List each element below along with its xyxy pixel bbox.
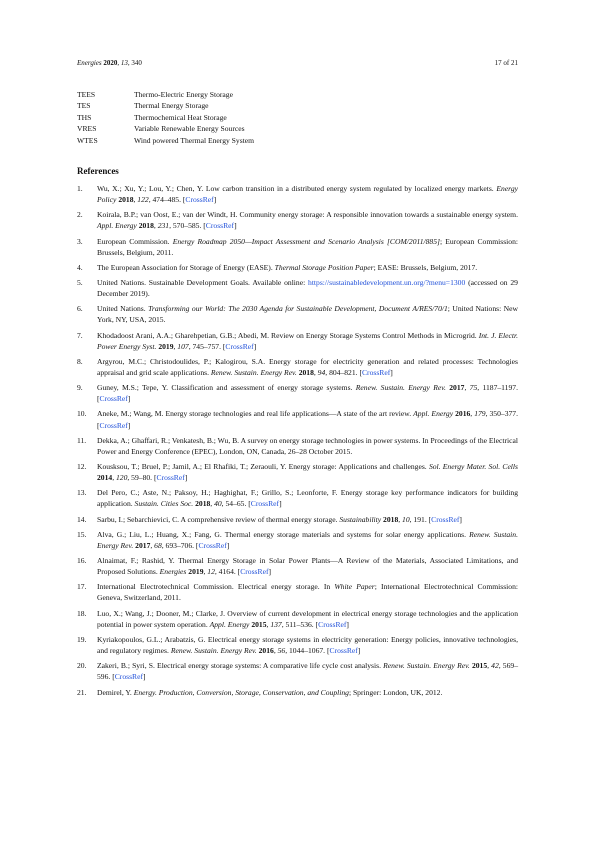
reference-item (77, 555, 518, 577)
reference-number: 17. (77, 582, 87, 592)
abbreviation-definition: Thermochemical Heat Storage (134, 112, 227, 122)
article-number: 340 (131, 59, 142, 67)
journal-name: Energies (77, 59, 102, 67)
reference-item (77, 408, 518, 430)
reference-year: 2015 (251, 619, 267, 629)
reference-item (77, 687, 518, 698)
reference-authors: Zakeri, B.; Syri, S. Electrical energy storage systems: A comparative life cycle cost analysis. (97, 661, 381, 671)
crossref-link[interactable]: CrossRef (114, 672, 143, 682)
reference-year: 2017 (449, 383, 465, 393)
reference-authors: Del Pero, C.; Aste, N.; Paksoy, H.; Haghighat, F.; Grillo, S.; Leonforte, F. Energy storage key performance indicators for building application. (97, 488, 518, 509)
reference-details: , 693–706. (161, 540, 195, 550)
reference-text: Sarbu, I.; Sebarchievici, C. A comprehensive review of thermal energy storage. Sustainability 2018, 10, 191. [CrossRef] (97, 514, 462, 524)
reference-details: , 4164. (214, 567, 236, 577)
reference-source: Energy Policy (97, 184, 518, 205)
reference-item (77, 382, 518, 404)
reference-details: (accessed on 29 December 2019). (97, 278, 518, 299)
reference-authors: Dekka, A.; Ghaffari, R.; Venkatesh, B.; Wu, B. A survey on energy storage technologies in power systems. In Proceedings of the Electrical Power and Energy Conference (EPEC), London, ON, Canada, 26–28 October 2015. (97, 435, 518, 456)
reference-year: 2019 (188, 567, 204, 577)
reference-year: 2018 (118, 195, 134, 205)
reference-year: 2016 (258, 646, 274, 656)
reference-text (97, 277, 518, 299)
reference-number: 14. (77, 514, 87, 524)
abbreviation-term: THS (77, 112, 92, 122)
reference-source: Transforming our World: The 2030 Agenda for Sustainable Development, Document A/RES/70/1 (148, 304, 448, 314)
reference-text (97, 435, 518, 457)
reference-url-link[interactable]: https://sustainabledevelopment.un.org/?menu=1300 (308, 278, 466, 288)
reference-authors: Kousksou, T.; Bruel, P.; Jamil, A.; El Rhafiki, T.; Zeraouli, Y. Energy storage: Applications and challenges. (97, 462, 427, 472)
reference-item (77, 487, 518, 509)
reference-source: Renew. Sustain. Energy Rev. (383, 661, 470, 671)
reference-text: Guney, M.S.; Tepe, Y. Classification and assessment of energy storage systems. Renew. Sustain. Energy Rev. 2017, 75, 1187–1197. [CrossRef] (97, 383, 518, 404)
reference-item (77, 634, 518, 656)
abbreviation-definition: Variable Renewable Energy Sources (134, 124, 245, 134)
reference-text: Zakeri, B.; Syri, S. Electrical energy storage systems: A comparative life cycle cost analysis. Renew. Sustain. Energy Rev. 2015, 42, 569–596. [CrossRef] (97, 661, 518, 682)
reference-number: 3. (77, 236, 83, 246)
reference-year: 2018 (138, 221, 154, 231)
reference-number: 10. (77, 409, 87, 419)
reference-text: Alva, G.; Liu, L.; Huang, X.; Fang, G. Thermal energy storage materials and systems for solar energy applications. Renew. Sustain. Energy Rev. 2017, 68, 693–706. [CrossRef] (97, 529, 518, 550)
reference-details: , 59–80. (127, 473, 153, 483)
reference-details: , 350–377. (485, 409, 518, 419)
reference-details: ; International Electrotechnical Commission: Geneva, Switzerland, 2011. (97, 582, 518, 603)
reference-volume: 68 (154, 540, 162, 550)
abbreviation-row (77, 135, 518, 146)
reference-source: Appl. Energy (97, 221, 137, 231)
reference-source: Energy Roadmap 2050—Impact Assessment and Scenario Analysis [COM/2011/885] (172, 236, 440, 246)
reference-text (97, 581, 518, 603)
abbreviation-term: VRES (77, 124, 97, 134)
reference-authors: Luo, X.; Wang, J.; Dooner, M.; Clarke, J. Overview of current development in electrical energy storage technologies and the application potential in power system operation. (97, 608, 518, 629)
reference-source: Renew. Sustain. Energy Rev. (170, 646, 257, 656)
reference-details: , 804–821. (325, 367, 358, 377)
reference-volume: 120 (115, 473, 128, 483)
reference-text: Wu, X.; Xu, Y.; Lou, Y.; Chen, Y. Low carbon transition in a distributed energy system regulated by localized energy markets. Energy Policy 2018, 122, 474–485. [CrossRef] (97, 184, 518, 205)
reference-item (77, 330, 518, 352)
reference-source: Renew. Sustain. Energy Rev. (355, 383, 446, 393)
reference-text: Luo, X.; Wang, J.; Dooner, M.; Clarke, J. Overview of current development in electrical energy storage technologies and the application potential in power system operation. Appl. Energy 2015, 137, 511–536. [CrossRef] (97, 608, 518, 629)
abbreviation-definition: Wind powered Thermal Energy System (134, 135, 255, 145)
reference-details: , 54–65. (221, 499, 247, 509)
crossref-link[interactable]: CrossRef (99, 420, 128, 430)
reference-item (77, 608, 518, 630)
abbreviation-row (77, 112, 518, 123)
reference-details: , 474–485. (148, 195, 181, 205)
crossref-link[interactable]: CrossRef (329, 646, 358, 656)
reference-item (77, 356, 518, 378)
reference-item (77, 262, 518, 273)
reference-text: Kyriakopoulos, G.L.; Arabatzis, G. Electrical energy storage systems in electricity generation: Energy policies, innovative technologies, and regulatory regimes. Renew. Sustain. Energy Rev. 2016, 56, 1044–1067. [CrossRef] (97, 634, 518, 656)
reference-authors: Alva, G.; Liu, L.; Huang, X.; Fang, G. Thermal energy storage materials and systems for solar energy applications. (97, 529, 467, 539)
reference-details: , 570–585. (169, 221, 202, 231)
reference-year: 2019 (158, 341, 174, 351)
reference-year: 2018 (298, 367, 314, 377)
reference-item (77, 435, 518, 457)
reference-volume: 137 (270, 619, 282, 629)
running-header (77, 58, 518, 68)
reference-text (97, 303, 518, 325)
reference-source: Renew. Sustain. Energy Rev. (210, 367, 297, 377)
reference-details: , 745–757. (188, 341, 221, 351)
reference-volume: 94 (317, 367, 326, 377)
reference-item (77, 236, 518, 258)
references-heading: References (77, 166, 119, 176)
reference-number: 5. (77, 278, 83, 288)
reference-item (77, 277, 518, 299)
reference-source: Sustainability (339, 514, 382, 524)
reference-text: Alnaimat, F.; Rashid, Y. Thermal Energy Storage in Solar Power Plants—A Review of the Materials, Associated Limitations, and Proposed Solutions. Energies 2019, 12, 4164. [CrossRef] (97, 556, 518, 577)
abbreviation-definition: Thermo-Electric Energy Storage (134, 90, 233, 99)
reference-authors: Kyriakopoulos, G.L.; Arabatzis, G. Electrical energy storage systems in electricity generation: Energy policies, innovative technologies, and regulatory regimes. (97, 634, 518, 656)
journal-year: 2020 (103, 59, 118, 67)
reference-item (77, 514, 518, 525)
reference-volume: 42 (491, 661, 499, 671)
reference-volume: 75 (469, 383, 478, 393)
reference-item (77, 209, 518, 231)
reference-source: Renew. Sustain. Energy Rev. (97, 529, 518, 550)
reference-source: Energy. Production, Conversion, Storage, Conservation, and Coupling (133, 687, 349, 697)
crossref-link[interactable]: CrossRef (205, 221, 235, 231)
reference-authors: United Nations. (97, 304, 146, 314)
reference-text: Aneke, M.; Wang, M. Energy storage technologies and real life applications—A state of the art review. Appl. Energy 2016, 179, 350–377. [CrossRef] (97, 409, 518, 430)
reference-authors: Demirel, Y. (97, 687, 132, 697)
crossref-link[interactable]: CrossRef (198, 540, 227, 550)
crossref-link[interactable]: CrossRef (318, 619, 347, 629)
reference-number: 18. (77, 608, 87, 618)
journal-volume: 13 (120, 59, 128, 67)
reference-item (77, 183, 518, 205)
page-number: 17 of 21 (494, 59, 518, 67)
reference-volume: 179 (474, 409, 486, 419)
crossref-link[interactable]: CrossRef (250, 499, 280, 509)
reference-item (77, 660, 518, 682)
abbreviation-term: TES (77, 101, 91, 111)
reference-authors: Wu, X.; Xu, Y.; Lou, Y.; Chen, Y. Low carbon transition in a distributed energy system regulated by localized energy markets. (97, 184, 494, 193)
crossref-link[interactable]: CrossRef (225, 341, 254, 351)
reference-source: Appl. Energy (413, 409, 454, 419)
reference-authors: International Electrotechnical Commission. Electrical energy storage. In (97, 582, 331, 592)
reference-source: Int. J. Electr. Power Energy Syst. (97, 330, 518, 351)
reference-year: 2018 (195, 499, 211, 509)
reference-details: ; Springer: London, UK, 2012. (348, 687, 443, 697)
reference-source: Energies (159, 567, 187, 577)
reference-details: , 1187–1197. (477, 383, 518, 393)
reference-number: 16. (77, 556, 87, 566)
reference-details: ; EASE: Brussels, Belgium, 2017. (373, 262, 478, 272)
crossref-link[interactable]: CrossRef (361, 367, 391, 377)
reference-text: Khodadoost Arani, A.A.; Gharehpetian, G.B.; Abedi, M. Review on Energy Storage Systems Control Methods in Microgrid. Int. J. Electr. Power Energy Syst. 2019, 107, 745–757. [CrossRef] (97, 330, 518, 351)
reference-details: ; European Commission: Brussels, Belgium, 2011. (97, 236, 518, 257)
reference-source: Sustain. Cities Soc. (134, 499, 194, 509)
reference-number: 8. (77, 356, 83, 366)
reference-text: Del Pero, C.; Aste, N.; Paksoy, H.; Haghighat, F.; Grillo, S.; Leonforte, F. Energy storage key performance indicators for building application. Sustain. Cities Soc. 2018, 40, 54–65. [CrossRef] (97, 488, 518, 509)
reference-text (97, 236, 518, 258)
crossref-link[interactable]: CrossRef (431, 514, 460, 524)
reference-number: 15. (77, 529, 87, 539)
reference-number: 21. (77, 687, 87, 697)
crossref-link[interactable]: CrossRef (185, 195, 214, 205)
reference-number: 6. (77, 304, 83, 314)
reference-text (97, 687, 518, 698)
reference-authors: The European Association for Storage of Energy (EASE). (97, 262, 273, 272)
reference-year: 2018 (383, 514, 399, 524)
reference-item (77, 581, 518, 603)
reference-authors: Koirala, B.P.; van Oost, E.; van der Windt, H. Community energy storage: A responsible innovation towards a sustainable energy system. (97, 210, 518, 220)
reference-text: Kousksou, T.; Bruel, P.; Jamil, A.; El Rhafiki, T.; Zeraouli, Y. Energy storage: Applications and challenges. Sol. Energy Mater. Sol. Cells 2014, 120, 59–80. [CrossRef] (97, 462, 518, 483)
reference-authors: Alnaimat, F.; Rashid, Y. Thermal Energy Storage in Solar Power Plants—A Review of the Materials, Associated Limitations, and Proposed Solutions. (97, 556, 518, 577)
reference-year: 2016 (455, 409, 471, 419)
reference-source: White Paper (334, 582, 375, 592)
reference-text: Koirala, B.P.; van Oost, E.; van der Windt, H. Community energy storage: A responsible innovation towards a sustainable energy system. Appl. Energy 2018, 231, 570–585. [CrossRef] (97, 210, 518, 231)
reference-year: 2014 (97, 473, 113, 483)
reference-details: , 1044–1067. (285, 646, 326, 656)
reference-item (77, 529, 518, 551)
reference-number: 7. (77, 330, 83, 340)
reference-year: 2015 (471, 661, 488, 671)
reference-number: 20. (77, 661, 87, 671)
crossref-link[interactable]: CrossRef (99, 394, 128, 404)
reference-number: 4. (77, 262, 83, 272)
references-list (77, 183, 518, 702)
reference-details: , 511–536. (281, 619, 314, 629)
reference-volume: 10 (402, 514, 410, 524)
reference-number: 12. (77, 462, 87, 472)
reference-authors: Sarbu, I.; Sebarchievici, C. A comprehensive review of thermal energy storage. (97, 514, 338, 524)
reference-authors: Argyrou, M.C.; Christodoulides, P.; Kalogirou, S.A. Energy storage for electricity generation and related processes: Technologies appraisal and grid scale applications. (97, 356, 518, 377)
abbreviation-row (77, 100, 518, 111)
abbreviation-row (77, 123, 518, 134)
reference-text: Argyrou, M.C.; Christodoulides, P.; Kalogirou, S.A. Energy storage for electricity generation and related processes: Technologies appraisal and grid scale applications. Renew. Sustain. Energy Rev. 2018, 94, 804–821. [CrossRef] (97, 356, 518, 377)
abbreviation-term: WTES (77, 135, 98, 145)
reference-volume: 122 (137, 195, 149, 205)
reference-authors: United Nations. Sustainable Development Goals. Available online: (97, 278, 306, 288)
reference-details: , 191. (409, 514, 427, 524)
reference-authors: Guney, M.S.; Tepe, Y. Classification and assessment of energy storage systems. (97, 383, 353, 393)
reference-source: Thermal Storage Position Paper (274, 262, 374, 272)
abbreviation-definition: Thermal Energy Storage (134, 101, 209, 111)
reference-number: 9. (77, 383, 83, 393)
reference-number: 19. (77, 634, 87, 644)
reference-number: 2. (77, 210, 83, 220)
reference-item (77, 461, 518, 483)
reference-details: , 569–596. (97, 661, 518, 682)
reference-item (77, 303, 518, 325)
abbreviation-term: TEES (77, 90, 96, 99)
reference-details: ; United Nations: New York, NY, USA, 2015. (97, 304, 519, 325)
reference-authors: Aneke, M.; Wang, M. Energy storage technologies and real life applications—A state of the art review. (97, 409, 412, 419)
reference-volume: 56 (277, 646, 286, 656)
crossref-link[interactable]: CrossRef (240, 567, 269, 577)
reference-text (97, 262, 518, 273)
reference-volume: 40 (214, 499, 222, 509)
abbreviation-row (77, 89, 518, 100)
journal-citation: Energies 2020, 13, 340 (77, 59, 142, 67)
reference-authors: European Commission. (97, 236, 170, 246)
reference-volume: 107 (177, 341, 189, 351)
reference-number: 11. (77, 435, 87, 445)
crossref-link[interactable]: CrossRef (156, 473, 185, 483)
reference-year: 2017 (135, 540, 151, 550)
reference-volume: 231 (157, 221, 170, 231)
reference-authors: Khodadoost Arani, A.A.; Gharehpetian, G.B.; Abedi, M. Review on Energy Storage Systems Control Methods in Microgrid. (97, 330, 477, 340)
reference-source: Sol. Energy Mater. Sol. Cells (428, 462, 518, 472)
reference-number: 1. (77, 184, 83, 193)
reference-source: Appl. Energy (209, 619, 250, 629)
abbreviations-list (77, 89, 518, 146)
reference-number: 13. (77, 488, 87, 498)
reference-volume: 12 (207, 567, 215, 577)
